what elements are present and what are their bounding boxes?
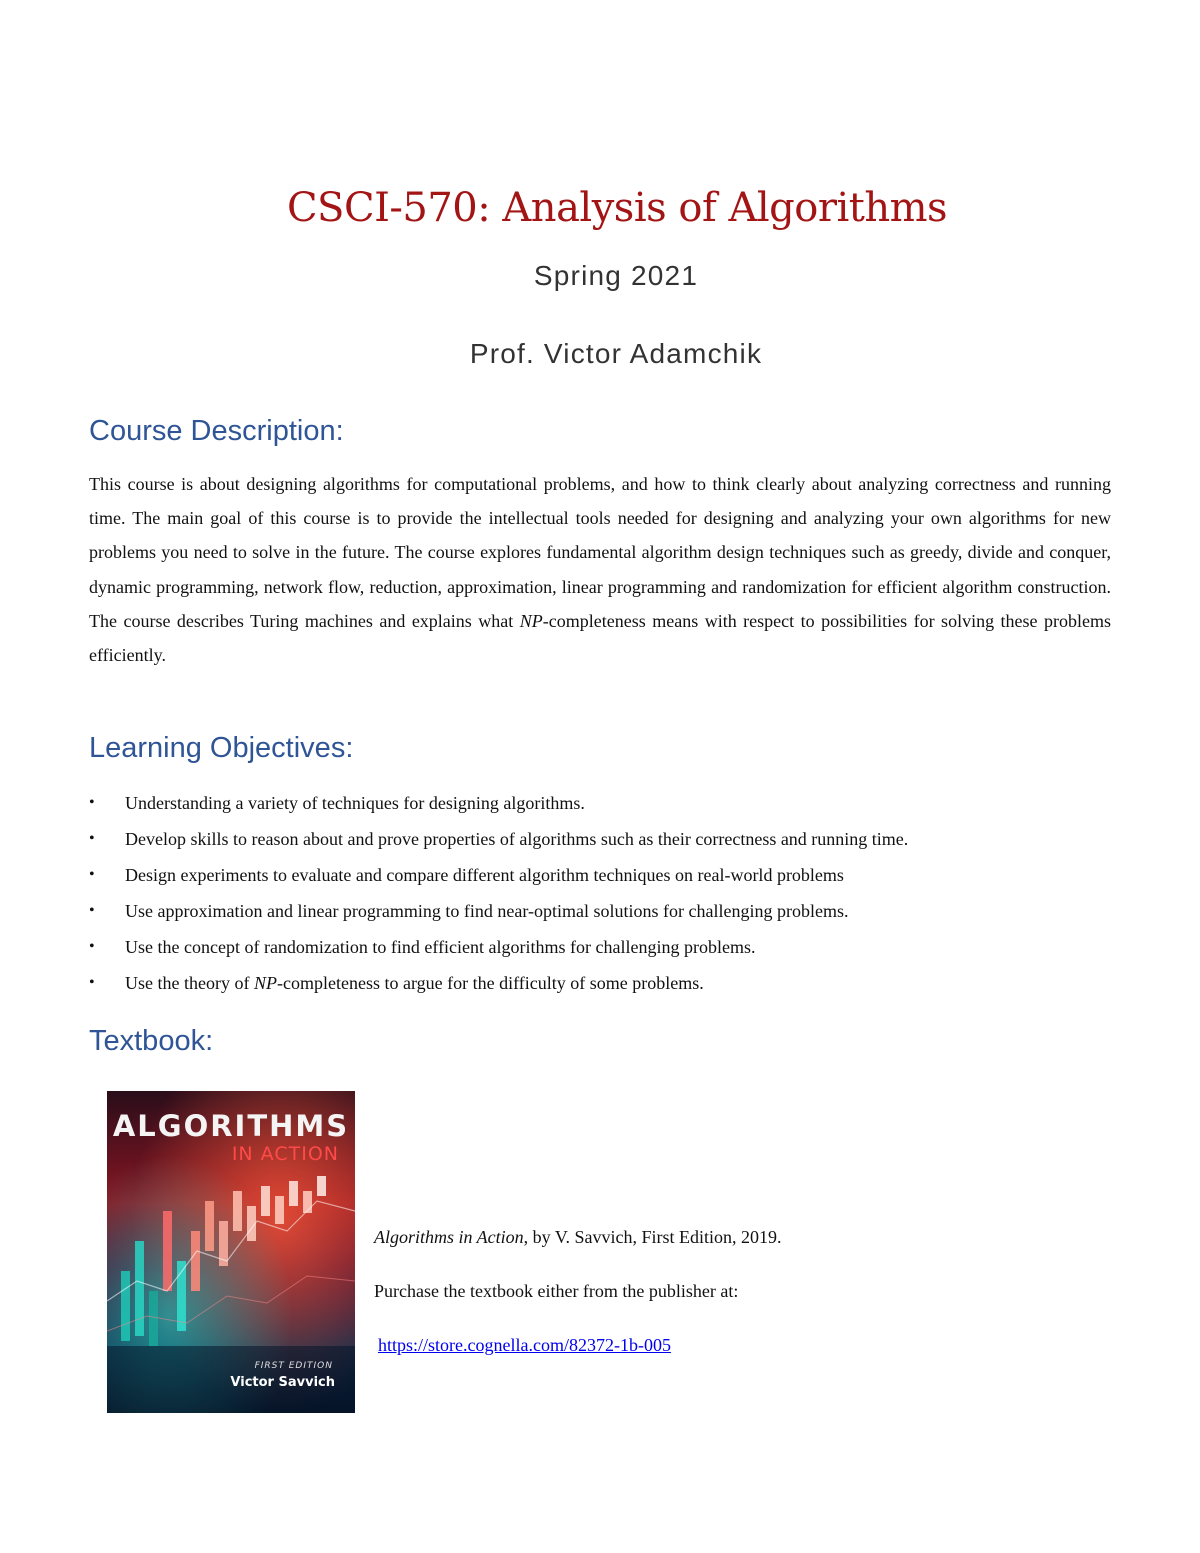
objective-item: [89, 857, 1119, 893]
course-description-text: [89, 467, 1111, 672]
course-title: CSCI-570: Analysis of Algorithms: [286, 185, 948, 231]
course-instructor: Prof. Victor Adamchik: [469, 338, 763, 369]
objective-text: Use the theory of: [125, 973, 254, 993]
objective-text: -completeness to argue for the difficulty of some problems.: [276, 973, 704, 993]
bullet-icon: •: [89, 830, 95, 847]
objective-text: Develop skills to reason about and prove properties of algorithms such as their correctness and running time.: [125, 829, 909, 849]
objective-item: [89, 965, 1119, 1001]
textbook-heading: Textbook:: [89, 1025, 214, 1057]
objective-text: Use the concept of randomization to find efficient algorithms for challenging problems.: [125, 937, 756, 957]
textbook-citation: [374, 1225, 782, 1249]
learning-objectives-heading: Learning Objectives:: [89, 732, 354, 764]
cover-subtitle: IN ACTION: [231, 1143, 339, 1165]
bullet-icon: •: [89, 866, 95, 883]
objective-item: [89, 929, 1119, 965]
objective-item: [89, 785, 1119, 821]
textbook-purchase-text: Purchase the textbook either from the publisher at:: [374, 1281, 739, 1301]
bullet-icon: •: [89, 974, 95, 991]
publisher-link[interactable]: https://store.cognella.com/82372-1b-005: [378, 1335, 671, 1355]
course-description-heading: Course Description:: [89, 415, 344, 447]
cover-title: ALGORITHMS: [112, 1109, 350, 1143]
objective-text: Use approximation and linear programming to find near-optimal solutions for challenging problems.: [125, 901, 849, 921]
course-term: Spring 2021: [533, 260, 699, 291]
description-text-part2: -completeness means with respect to possibilities for solving these problems efficiently.: [89, 610, 1112, 666]
objective-item: [89, 821, 1119, 857]
textbook-title: Algorithms in Action: [374, 1227, 524, 1247]
cover-edition: FIRST EDITION: [254, 1361, 333, 1371]
objective-text: Understanding a variety of techniques for designing algorithms.: [125, 793, 585, 813]
bullet-icon: •: [89, 794, 95, 811]
textbook-cover-image: [107, 1091, 355, 1413]
np-term: NP: [519, 610, 543, 631]
description-text-part1: This course is about designing algorithms for computational problems, and how to think clearly about analyzing correctness and running time. The main goal of this course is to provide the intellectual tools needed for designing and analyzing your own algorithms for new problems you need to solve in the future. The course explores fundamental algorithm design techniques such as greedy, divide and conquer, dynamic programming, network flow, reduction, approximation, linear programming and randomization for efficient algorithm construction. The course describes Turing machines and explains what: [89, 474, 1111, 631]
cover-author: Victor Savvich: [230, 1375, 335, 1390]
textbook-citation-rest: , by V. Savvich, First Edition, 2019.: [523, 1227, 782, 1247]
objective-text: Design experiments to evaluate and compare different algorithm techniques on real-world problems: [125, 865, 844, 885]
objective-item: [89, 893, 1119, 929]
bullet-icon: •: [89, 938, 95, 955]
learning-objectives-list: [89, 785, 1119, 1001]
np-term: NP: [253, 973, 277, 993]
textbook-purchase-link-line: [378, 1333, 671, 1357]
bullet-icon: •: [89, 902, 95, 919]
